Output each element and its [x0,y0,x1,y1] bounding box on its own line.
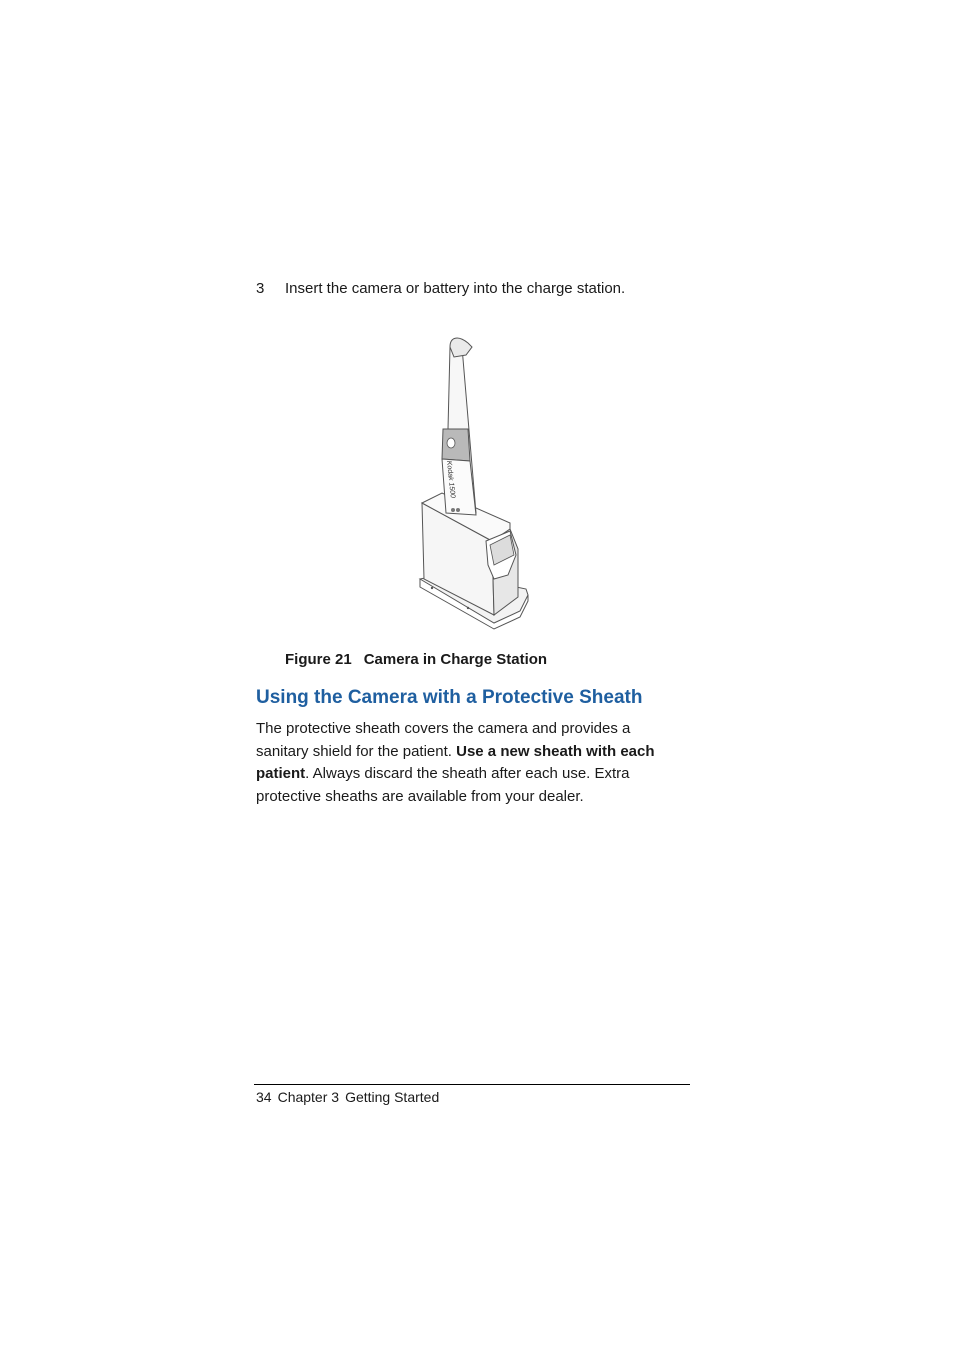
step-text: Insert the camera or battery into the charge station. [285,280,626,297]
footer-divider [254,1084,690,1085]
paragraph-text-2: . Always discard the sheath after each use. Extra protective sheaths are available from your dealer. [256,765,630,806]
figure-label: Figure 21 [285,651,352,668]
footer-chapter-title: Getting Started [345,1089,440,1105]
page-footer [256,1087,445,1107]
device-model-label: Kodak 1500 [445,460,456,499]
step-number: 3 [256,280,265,297]
paragraph-bold-instruction: Use a new sheath with each patient [256,742,655,783]
figure-title: Camera in Charge Station [363,651,548,668]
section-heading: Using the Camera with a Protective Sheath [256,687,643,708]
page-number: 34 [256,1089,272,1105]
figure-caption [285,650,547,670]
footer-chapter: Chapter 3 [277,1089,340,1105]
camera-charge-station-illustration [410,333,540,633]
paragraph-text-1: The protective sheath covers the camera and provides a sanitary shield for the patient. [256,720,631,760]
body-paragraph [256,718,686,809]
